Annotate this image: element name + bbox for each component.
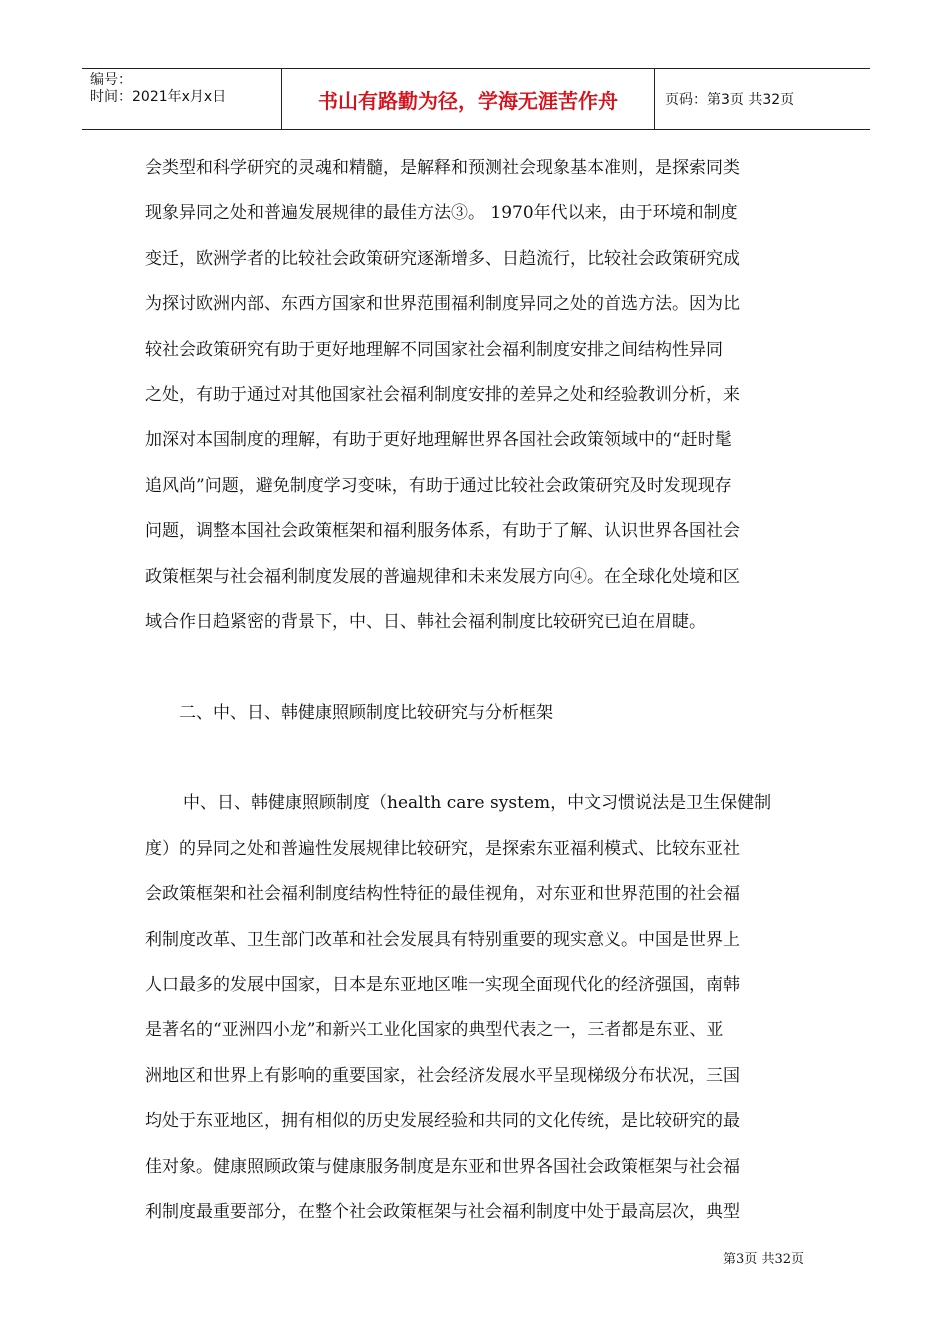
paragraph-line: 加深对本国制度的理解，有助于更好地理解世界各国社会政策领域中的“赶时髦 <box>145 430 732 451</box>
paragraph-line: 是著名的“亚洲四小龙”和新兴工业化国家的典型代表之一，三者都是东亚、亚 <box>145 1020 724 1041</box>
paragraph-line: 变迁，欧洲学者的比较社会政策研究逐渐增多、日趋流行，比较社会政策研究成 <box>145 248 740 269</box>
paragraph-line: 利制度最重要部分，在整个社会政策框架与社会福利制度中处于最高层次，典型 <box>145 1201 740 1222</box>
paragraph-line: 现象异同之处和普遍发展规律的最佳方法③。 1970年代以来，由于环境和制度 <box>145 203 738 224</box>
page-header <box>82 68 870 130</box>
paragraph-line: 较社会政策研究有助于更好地理解不同国家社会福利制度安排之间结构性异同 <box>145 339 723 360</box>
paragraph-line: 会政策框架和社会福利制度结构性特征的最佳视角，对东亚和世界范围的社会福 <box>145 884 740 905</box>
document-time-label: 时间：2021年x月x日 <box>90 89 227 105</box>
paragraph-line: 政策框架与社会福利制度发展的普遍规律和未来发展方向④。在全球化处境和区 <box>145 566 740 587</box>
paragraph-line: 问题，调整本国社会政策框架和福利服务体系，有助于了解、认识世界各国社会 <box>145 521 740 542</box>
section-heading: 二、中、日、韩健康照顾制度比较研究与分析框架 <box>179 702 553 723</box>
header-meta <box>82 69 282 129</box>
paragraph-line: 追风尚”问题，避免制度学习变味，有助于通过比较社会政策研究及时发现现存 <box>145 475 732 496</box>
paragraph-line: 之处，有助于通过对其他国家社会福利制度安排的差异之处和经验教训分析，来 <box>145 384 740 405</box>
paragraph-spacer <box>145 645 813 690</box>
paragraph-line: 利制度改革、卫生部门改革和社会发展具有特别重要的现实意义。中国是世界上 <box>145 929 740 950</box>
document-body <box>145 146 813 1235</box>
paragraph-line: 洲地区和世界上有影响的重要国家，社会经济发展水平呈现梯级分布状况，三国 <box>145 1065 740 1086</box>
paragraph-line: 域合作日趋紧密的背景下，中、日、韩社会福利制度比较研究已迫在眉睫。 <box>145 611 706 632</box>
paragraph-line: 佳对象。健康照顾政策与健康服务制度是东亚和世界各国社会政策框架与社会福 <box>145 1156 740 1177</box>
page-footer: 第3页 共32页 <box>723 1252 804 1267</box>
paragraph-line: 会类型和科学研究的灵魂和精髓，是解释和预测社会现象基本准则，是探索同类 <box>145 158 740 178</box>
paragraph-line: 度）的异同之处和普遍性发展规律比较研究，是探索东亚福利模式、比较东亚社 <box>145 838 740 859</box>
header-page-info: 页码：第3页 共32页 <box>665 92 795 108</box>
paragraph-line: 均处于东亚地区，拥有相似的历史发展经验和共同的文化传统，是比较研究的最 <box>145 1111 740 1132</box>
paragraph-spacer <box>145 736 813 781</box>
paragraph-line: 为探讨欧洲内部、东西方国家和世界范围福利制度异同之处的首选方法。因为比 <box>145 294 740 315</box>
header-motto: 书山有路勤为径，学海无涯苦作舟 <box>282 69 655 129</box>
document-number-label: 编号： <box>90 72 132 88</box>
paragraph-line: 中、日、韩健康照顾制度（health care system，中文习惯说法是卫生保健制 <box>183 793 772 814</box>
paragraph-line: 人口最多的发展中国家，日本是东亚地区唯一实现全面现代化的经济强国，南韩 <box>145 975 740 996</box>
